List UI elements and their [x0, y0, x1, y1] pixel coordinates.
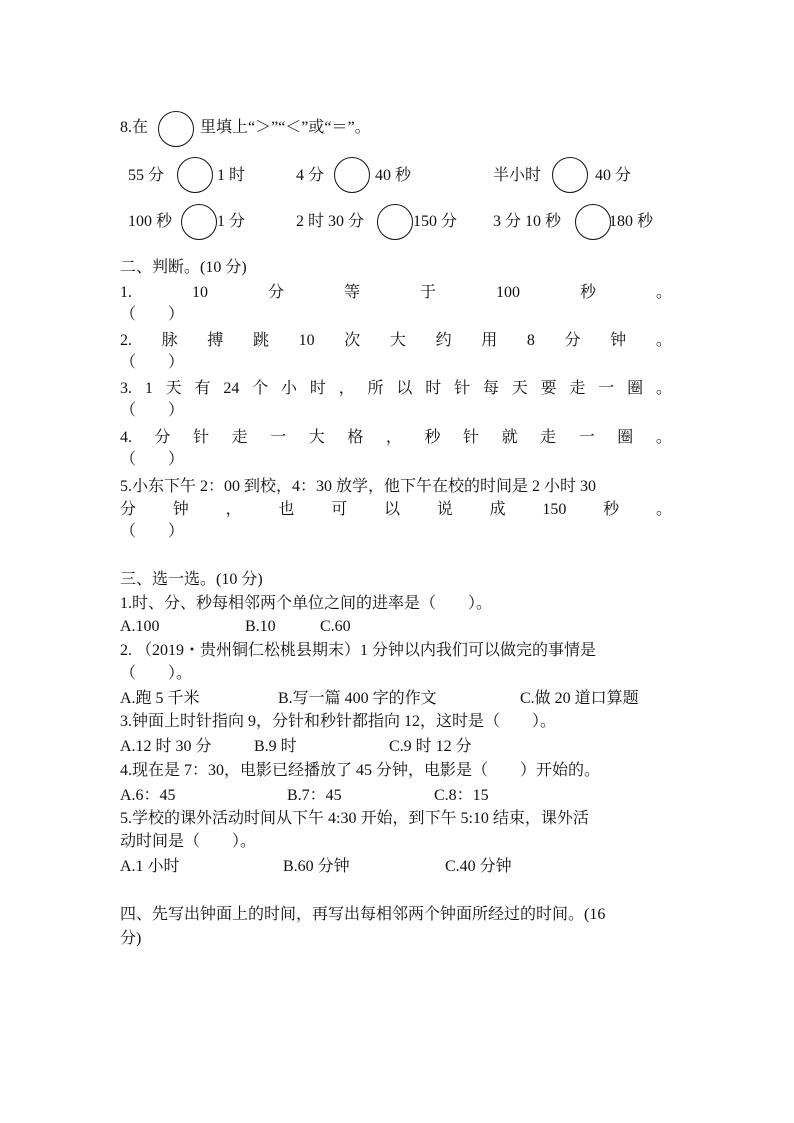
judge-q2 [120, 331, 672, 351]
choice-q4: 4.现在是 7：30，电影已经播放了 45 分钟，电影是（ ）开始的。 [120, 762, 601, 779]
q8-item-5-right: 150 分 [413, 213, 458, 230]
answer-paren[interactable]: （ ） [120, 402, 185, 419]
answer-paren[interactable]: （ ） [120, 523, 185, 540]
judge-q3 [120, 379, 672, 399]
word: 秒 [424, 429, 441, 446]
word: 4. [120, 429, 132, 446]
compare-circle[interactable] [552, 157, 588, 193]
word: 时 [309, 380, 326, 397]
q8-item-6-left: 3 分 10 秒 [493, 213, 562, 230]
compare-circle[interactable] [177, 157, 213, 193]
q8-item-6-right: 180 秒 [609, 213, 654, 230]
word: 走 [569, 380, 586, 397]
answer-paren[interactable]: （ ） [120, 451, 185, 468]
word: 跳 [252, 332, 269, 349]
word: 时 [425, 380, 442, 397]
choice-q3-option-c[interactable]: C.9 时 12 分 [389, 738, 472, 755]
section-3-heading: 三、选一选。(10 分) [120, 571, 263, 588]
word: 秒 [579, 284, 596, 301]
word: 。 [655, 284, 672, 301]
choice-q4-option-c[interactable]: C.8：15 [434, 787, 489, 804]
word: 天 [165, 380, 182, 397]
choice-q3-option-a[interactable]: A.12 时 30 分 [120, 738, 212, 755]
judge-q4 [120, 428, 672, 448]
word: 约 [435, 332, 452, 349]
choice-q5-cont: 动时间是（ ）。 [120, 833, 257, 850]
word: 就 [501, 429, 518, 446]
word: 搏 [207, 332, 224, 349]
q8-item-3-right: 40 分 [595, 167, 632, 184]
word: 。 [655, 501, 672, 518]
section-2-heading: 二、判断。(10 分) [120, 259, 247, 276]
word: 以 [383, 501, 400, 518]
word: 圈 [627, 380, 644, 397]
q8-item-3-left: 半小时 [493, 167, 542, 184]
choice-q1: 1.时、分、秒每相邻两个单位之间的进率是（ ）。 [120, 595, 493, 612]
choice-q4-option-b[interactable]: B.7：45 [287, 787, 342, 804]
q8-item-4-right: 1 分 [217, 213, 246, 230]
word: 分 [154, 429, 171, 446]
word: 150 [542, 501, 567, 518]
word: 成 [489, 501, 506, 518]
word: 走 [231, 429, 248, 446]
choice-q5-option-c[interactable]: C.40 分钟 [445, 858, 512, 875]
word: 也 [278, 501, 295, 518]
compare-circle[interactable] [158, 111, 194, 147]
compare-circle[interactable] [575, 204, 611, 240]
choice-q3: 3.钟面上时针指向 9，分针和秒针都指向 12，这时是（ ）。 [120, 713, 557, 730]
word: 大 [308, 429, 325, 446]
word: 以 [396, 380, 413, 397]
choice-q2-option-a[interactable]: A.跑 5 千米 [120, 690, 200, 707]
word: 脉 [161, 332, 178, 349]
q8-item-4-left: 100 秒 [128, 213, 173, 230]
word: ， [338, 380, 355, 397]
choice-q1-option-b[interactable]: B.10 [245, 618, 276, 635]
compare-circle[interactable] [377, 204, 413, 240]
word: 分 [120, 501, 137, 518]
choice-q2: 2. （2019・贵州铜仁松桃县期末）1 分钟以内我们可以做完的事情是 [120, 642, 597, 659]
word: 所 [367, 380, 384, 397]
choice-q5-option-a[interactable]: A.1 小时 [120, 858, 180, 875]
word: 于 [419, 284, 436, 301]
choice-q2-option-b[interactable]: B.写一篇 400 字的作文 [278, 690, 437, 707]
word: 10 [191, 284, 208, 301]
word: 圈 [617, 429, 634, 446]
word: 。 [655, 332, 672, 349]
word: 有 [194, 380, 211, 397]
q8-item-1-right: 1 时 [217, 167, 246, 184]
word: 。 [655, 429, 672, 446]
word: 分 [564, 332, 581, 349]
compare-circle[interactable] [181, 204, 217, 240]
word: 秒 [603, 501, 620, 518]
choice-q3-option-b[interactable]: B.9 时 [254, 738, 297, 755]
word: 1. [120, 284, 132, 301]
word: 2. [120, 332, 132, 349]
q8-title-suffix: 里填上“＞”“＜”或“＝”。 [200, 119, 371, 136]
answer-paren[interactable]: （ ） [120, 354, 185, 371]
word: 针 [463, 429, 480, 446]
word: 一 [270, 429, 287, 446]
word: 分 [267, 284, 284, 301]
word: 每 [482, 380, 499, 397]
word: 格 [347, 429, 364, 446]
q8-item-5-left: 2 时 30 分 [296, 213, 365, 230]
q8-title-prefix: 8.在 [120, 119, 149, 136]
word: 等 [343, 284, 360, 301]
word: 天 [511, 380, 528, 397]
word: 小 [281, 380, 298, 397]
judge-q1 [120, 283, 672, 303]
word: 走 [540, 429, 557, 446]
word: 100 [495, 284, 520, 301]
compare-circle[interactable] [334, 157, 370, 193]
choice-q2-option-c[interactable]: C.做 20 道口算题 [520, 690, 639, 707]
choice-q4-option-a[interactable]: A.6：45 [120, 787, 176, 804]
judge-q5-line1: 5.小东下午 2：00 到校，4：30 放学，他下午在校的时间是 2 小时 30 [120, 478, 597, 495]
word: 要 [540, 380, 557, 397]
q8-item-2-right: 40 秒 [375, 167, 412, 184]
section-4-heading-cont: 分) [120, 930, 142, 947]
choice-q5: 5.学校的课外活动时间从下午 4:30 开始，到下午 5:10 结束，课外活 [120, 810, 589, 827]
word: 可 [331, 501, 348, 518]
choice-q1-option-c[interactable]: C.60 [320, 618, 351, 635]
word: 1 [144, 380, 153, 397]
choice-q5-option-b[interactable]: B.60 分钟 [283, 858, 350, 875]
word: ， [225, 501, 242, 518]
word: 一 [598, 380, 615, 397]
word: 次 [344, 332, 361, 349]
word: 钟 [172, 501, 189, 518]
word: 10 [298, 332, 315, 349]
judge-q5-line2 [120, 500, 672, 520]
word: 说 [436, 501, 453, 518]
q8-item-2-left: 4 分 [296, 167, 325, 184]
section-4-heading: 四、先写出钟面上的时间，再写出每相邻两个钟面所经过的时间。(16 [120, 906, 606, 923]
word: 。 [655, 380, 672, 397]
word: 针 [193, 429, 210, 446]
choice-q1-option-a[interactable]: A.100 [120, 618, 160, 635]
choice-q2-cont: （ ）。 [120, 665, 193, 682]
word: ， [385, 429, 402, 446]
q8-item-1-left: 55 分 [128, 167, 165, 184]
answer-paren[interactable]: （ ） [120, 306, 185, 323]
word: 大 [389, 332, 406, 349]
word: 24 [223, 380, 240, 397]
word: 用 [481, 332, 498, 349]
word: 钟 [610, 332, 627, 349]
word: 3. [120, 380, 132, 397]
word: 一 [578, 429, 595, 446]
word: 8 [526, 332, 535, 349]
word: 针 [454, 380, 471, 397]
word: 个 [252, 380, 269, 397]
